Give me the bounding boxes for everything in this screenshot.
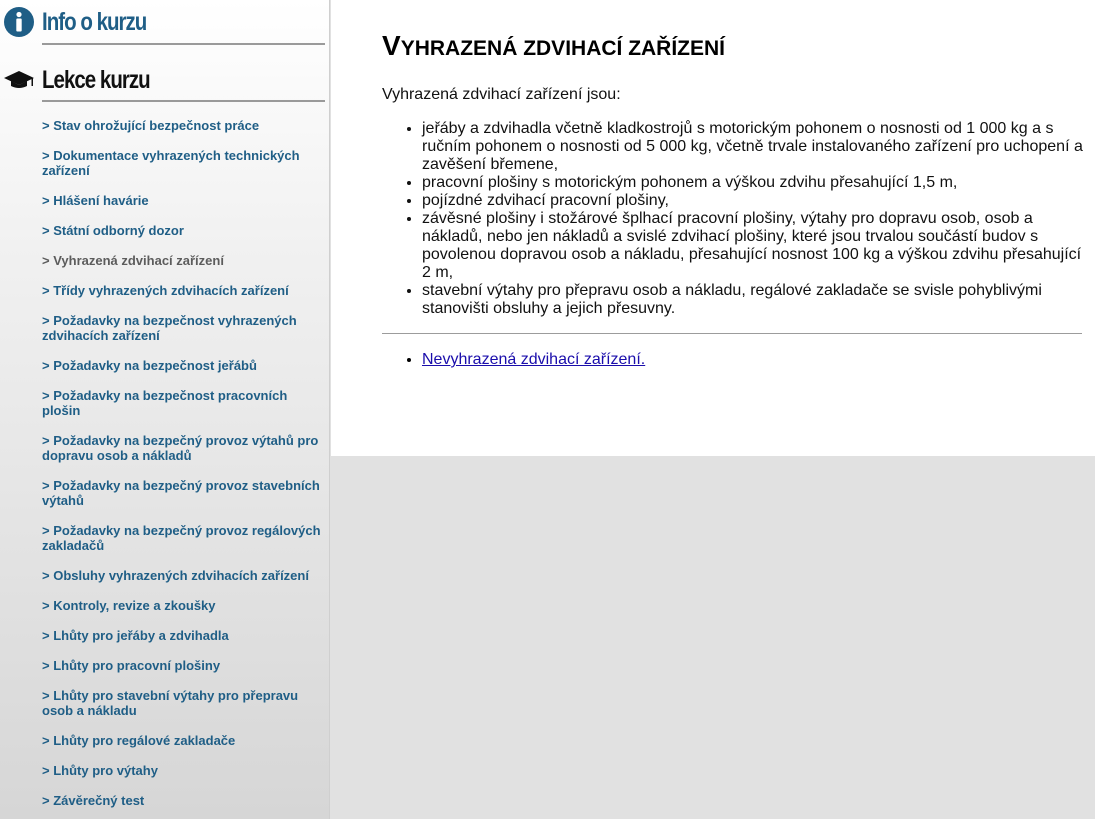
info-header[interactable] (0, 2, 326, 42)
nav-item-pozadavky-vzz[interactable]: > Požadavky na bezpečnost vyhrazených zdvihacích zařízení (42, 313, 297, 343)
page-title-initial: V (382, 30, 401, 61)
lessons-header[interactable] (0, 60, 326, 100)
nav-item-kontroly[interactable]: > Kontroly, revize a zkoušky (42, 598, 216, 613)
lessons-title: Lekce kurzu (42, 65, 150, 94)
nav-item-provoz-zakladacu[interactable]: > Požadavky na bezpečný provoz regálových zakladačů (42, 523, 321, 553)
nav-item-pozadavky-plosin[interactable]: > Požadavky na bezpečnost pracovních plošin (42, 388, 288, 418)
content-panel (331, 0, 1095, 456)
content-divider (382, 333, 1082, 334)
nav-item-pozadavky-jerabu[interactable]: > Požadavky na bezpečnost jeřábů (42, 358, 257, 373)
page-title-rest: YHRAZENÁ ZDVIHACÍ ZAŘÍZENÍ (400, 37, 726, 60)
nav-item-stav-ohrozujici[interactable]: > Stav ohrožující bezpečnost práce (42, 118, 260, 133)
list-item: • pojízdné zdvihací pracovní plošiny, (422, 192, 1084, 210)
related-links (382, 351, 645, 369)
list-item: • stavební výtahy pro přepravu osob a nákladu, regálové zakladače se svisle pohyblivými stanovišti obsluhy a jejich přesuvny. (422, 282, 1084, 318)
link-nevyhrazena-zz[interactable]: Nevyhrazená zdvihací zařízení. (422, 351, 646, 368)
info-title: Info o kurzu (42, 7, 147, 36)
nav-item-statni-dozor[interactable]: > Státní odborný dozor (42, 223, 184, 238)
list-item: • pracovní plošiny s motorickým pohonem a výškou zdvihu přesahující 1,5 m, (422, 174, 1084, 192)
list-item: • jeřáby a zdvihadla včetně kladkostrojů s motorickým pohonem o nosnosti od 1 000 kg a s ručním pohonem o nosnosti od 5 000 kg, včetně trvale instalovaného zařízení pro uchopení a zavěšení břemene, (422, 120, 1084, 174)
info-section (0, 2, 326, 42)
nav-item-lhuty-stavebni-vytahy[interactable]: > Lhůty pro stavební výtahy pro přepravu osob a nákladu (42, 688, 299, 718)
page-title (382, 30, 725, 62)
nav-item-lhuty-zakladace[interactable]: > Lhůty pro regálové zakladače (42, 733, 236, 748)
sidebar (0, 0, 330, 819)
nav-item-dokumentace[interactable]: > Dokumentace vyhrazených technických zařízení (42, 148, 300, 178)
lessons-section (0, 60, 326, 100)
nav-item-lhuty-plosiny[interactable]: > Lhůty pro pracovní plošiny (42, 658, 221, 673)
nav-item-lhuty-jeraby[interactable]: > Lhůty pro jeřáby a zdvihadla (42, 628, 229, 643)
nav-item-hlaseni-havarie[interactable]: > Hlášení havárie (42, 193, 149, 208)
nav-item-obsluhy[interactable]: > Obsluhy vyhrazených zdvihacích zařízení (42, 568, 309, 583)
info-divider (42, 43, 325, 45)
intro-text: Vyhrazená zdvihací zařízení jsou: (382, 86, 621, 103)
list-item: • závěsné plošiny i stožárové šplhací pracovní plošiny, výtahy pro dopravu osob, osob a nákladů, nebo jen nákladů a svislé zdvihací plošiny, které jsou trvalou součástí budov s povolenou dopravou osob a nákladu, přesahující nosnost 100 kg a výškou zdvihu přesahující 2 m, (422, 210, 1084, 282)
lessons-divider (42, 100, 325, 102)
nav-item-lhuty-vytahy[interactable]: > Lhůty pro výtahy (42, 763, 158, 778)
info-icon (2, 6, 36, 38)
nav-item-zaverecny-test[interactable]: > Závěrečný test (42, 793, 145, 808)
nav-item-vyhrazena-zz[interactable]: > Vyhrazená zdvihací zařízení (42, 253, 224, 268)
equipment-list (382, 120, 1084, 318)
nav-item-provoz-stavebnich-vytahu[interactable]: > Požadavky na bezpečný provoz stavebních výtahů (42, 478, 320, 508)
nav-item-provoz-vytahu[interactable]: > Požadavky na bezpečný provoz výtahů pro dopravu osob a nákladů (42, 433, 319, 463)
nav-item-tridy[interactable]: > Třídy vyhrazených zdvihacích zařízení (42, 283, 289, 298)
related-link-item (422, 351, 645, 369)
graduation-cap-icon (2, 68, 36, 92)
